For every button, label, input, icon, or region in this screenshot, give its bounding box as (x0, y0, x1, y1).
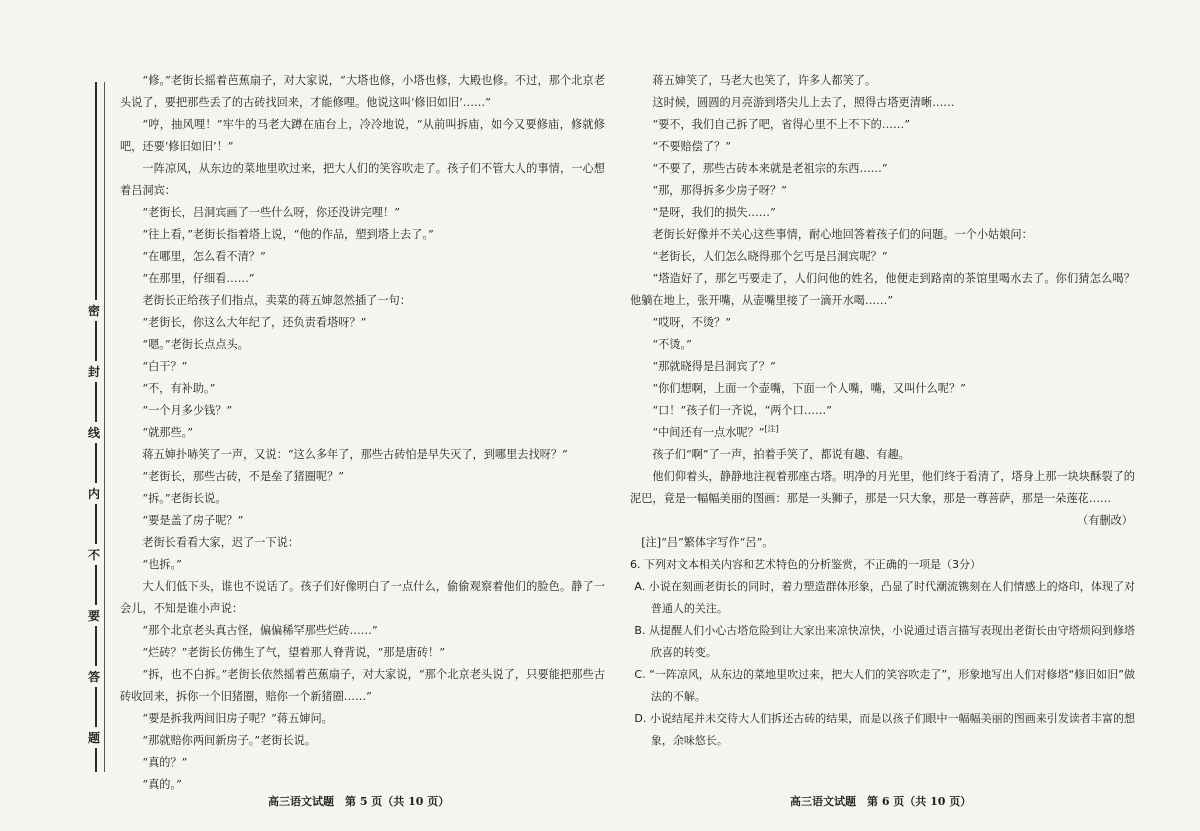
paragraph: “也拆。” (142, 558, 182, 571)
paragraph: “嗯。”老街长点点头。 (142, 338, 249, 351)
paragraph: “老街长，那些古砖，不是垒了猪圈呢？” (142, 470, 345, 483)
paragraph: “要是拆我两间旧房子呢？”蒋五婶问。 (142, 712, 333, 725)
paragraph: “拆，也不白拆。”老街长依然摇着芭蕉扇子，对大家说，“那个北京老头说了，只要能把那些古砖收回来，拆你一个旧猪圈，赔你一个新猪圈……” (120, 668, 605, 703)
paragraph: “那，那得拆多少房子呀？” (652, 184, 787, 197)
paragraph: “烂砖？”老街长仿佛生了气，望着那人脊背说，“那是唐砖！” (142, 646, 445, 659)
paragraph: 蒋五婶笑了，马老大也笑了，许多人都笑了。 (652, 74, 877, 87)
paragraph: 他们仰着头，静静地注视着那座古塔。明净的月光里，他们终于看清了，塔身上那一块块酥裂了的泥巴，竟是一幅幅美丽的图画：那是一头狮子，那是一只大象，那是一尊菩萨，那是一朵莲花…… (630, 470, 1135, 505)
paragraph: “往上看，”老街长指着塔上说，“他的作品，塑到塔上去了。” (142, 228, 434, 241)
page-footer-left: 高三语文试题 第 5 页（共 10 页） (268, 795, 450, 808)
question-option-a: A. 小说在刻画老街长的同时，着力塑造群体形象，凸显了时代潮流镌刻在人们情感上的烙印，体现了对普通人的关注。 (634, 580, 1135, 615)
binding-char: 题 (88, 727, 100, 748)
paragraph: “哼，抽风哩！”牢牛的马老大蹲在庙台上，冷冷地说，“从前叫拆庙，如今又要修庙，修就修吧，还要‘修旧如旧’！” (120, 118, 605, 153)
source-note: （有删改） (1077, 514, 1133, 527)
paragraph: 老街长好像并不关心这些事情，耐心地回答着孩子们的问题。一个小姑娘问： (652, 228, 1033, 241)
paragraph: “老街长，吕洞宾画了一些什么呀，你还没讲完哩！” (142, 206, 400, 219)
paragraph: “是呀，我们的损失……” (652, 206, 776, 219)
paragraph: “真的。” (142, 778, 182, 791)
paragraph: “在哪里，怎么看不清？” (142, 250, 266, 263)
binding-margin-text (84, 300, 104, 788)
binding-line-inner (104, 82, 105, 772)
paragraph: “老街长，你这么大年纪了，还负责看塔呀？” (142, 316, 367, 329)
paragraph: “那就晓得是吕洞宾了？” (652, 360, 776, 373)
paragraph: 大人们低下头，谁也不说话了。孩子们好像明白了一点什么，偷偷观察着他们的脸色。静了一会儿，不知是谁小声说： (120, 580, 605, 615)
binding-char: 线 (88, 422, 100, 443)
question-option-d: D. 小说结尾并未交待大人们拆还古砖的结果，而是以孩子们眼中一幅幅美丽的图画来引发读者丰富的想象，余味悠长。 (634, 712, 1135, 747)
paragraph: “不烫。” (652, 338, 692, 351)
footnote-marker: [注] (764, 424, 779, 434)
paragraph: “不要赔偿了？” (652, 140, 731, 153)
paragraph: “在那里，仔细看……” (142, 272, 255, 285)
paragraph: “修。”老街长摇着芭蕉扇子，对大家说，“大塔也修，小塔也修，大殿也修。不过，那个北京老头说了，要把那些丢了的古砖找回来，才能修哩。他说这叫‘修旧如旧’……” (120, 74, 605, 109)
binding-char: 封 (88, 361, 100, 382)
paragraph: “不，有补助。” (142, 382, 216, 395)
paragraph: 蒋五婶扑哧笑了一声，又说：“这么多年了，那些古砖怕是早失灭了，到哪里去找呀？” (142, 448, 568, 461)
paragraph: 这时候，圆圆的月亮游到塔尖儿上去了，照得古塔更清晰…… (652, 96, 955, 109)
footnote: [注]“吕”繁体字写作“呂”。 (641, 536, 774, 549)
binding-char: 不 (88, 544, 100, 565)
paragraph (630, 422, 1135, 444)
binding-char: 要 (88, 605, 100, 626)
paragraph: “就那些。” (142, 426, 193, 439)
paragraph: 一阵凉风，从东边的菜地里吹过来，把大人们的笑容吹走了。孩子们不管大人的事情，一心想着吕洞宾： (120, 162, 605, 197)
paragraph: “不要了，那些古砖本来就是老祖宗的东西……” (652, 162, 888, 175)
paragraph-text: “中间还有一点水呢？” (652, 426, 765, 439)
binding-char: 内 (88, 483, 100, 504)
paragraph: “要是盖了房子呢？” (142, 514, 244, 527)
paragraph: “要不，我们自己拆了吧，省得心里不上不下的……” (652, 118, 910, 131)
paragraph: “那个北京老头真古怪，偏偏稀罕那些烂砖……” (142, 624, 378, 637)
paragraph: 老街长正给孩子们指点，卖菜的蒋五婶忽然插了一句： (142, 294, 411, 307)
question-stem: 6. 下列对文本相关内容和艺术特色的分析鉴赏，不正确的一项是（3分） (630, 558, 981, 571)
paragraph: “塔造好了，那乞丐要走了，人们问他的姓名，他便走到路南的茶馆里喝水去了。你们猜怎么喝？他躺在地上，张开嘴，从壶嘴里接了一滴开水喝……” (630, 272, 1135, 307)
paragraph: “老街长，人们怎么晓得那个乞丐是吕洞宾呢？” (652, 250, 888, 263)
binding-char: 密 (88, 300, 100, 321)
paragraph: 老街长看看大家，迟了一下说： (142, 536, 300, 549)
paragraph: “那就赔你两间新房子。”老街长说。 (142, 734, 317, 747)
paragraph: “真的？” (142, 756, 188, 769)
right-page-column (630, 70, 1135, 752)
paragraph: “哎呀，不烫？” (652, 316, 731, 329)
paragraph: “口！”孩子们一齐说，“两个口……” (652, 404, 832, 417)
paragraph: 孩子们“啊”了一声，拍着手笑了，都说有趣、有趣。 (652, 448, 910, 461)
paragraph: “一个月多少钱？” (142, 404, 233, 417)
binding-char: 答 (88, 666, 100, 687)
page-footer-right: 高三语文试题 第 6 页（共 10 页） (790, 795, 972, 808)
paragraph: “拆。”老街长说。 (142, 492, 227, 505)
question-option-c: C. “一阵凉风，从东边的菜地里吹过来，把大人们的笑容吹走了”，形象地写出人们对修塔“修旧如旧”做法的不解。 (634, 668, 1135, 703)
paragraph: “你们想啊，上面一个壶嘴，下面一个人嘴，嘴，又叫什么呢？” (652, 382, 966, 395)
paragraph: “白干？” (142, 360, 188, 373)
question-option-b: B. 从提醒人们小心古塔危险到让大家出来凉快凉快，小说通过语言描写表现出老街长由守塔烦闷到修塔欣喜的转变。 (634, 624, 1135, 659)
left-page-column (120, 70, 605, 796)
